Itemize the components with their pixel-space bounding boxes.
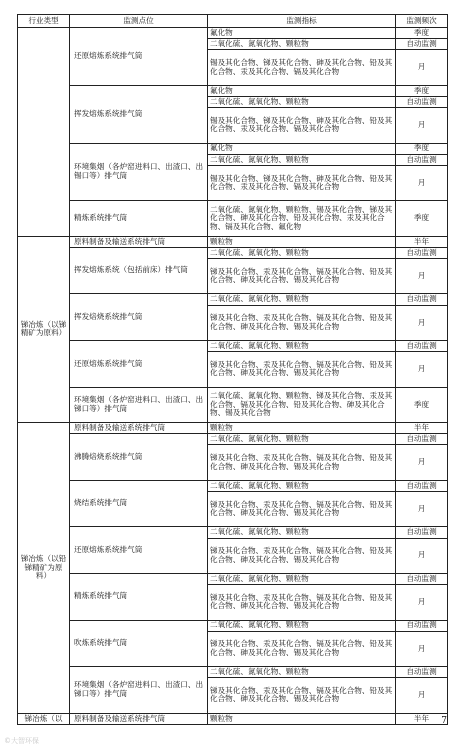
industry-type-cell: 锑冶炼（以铅锑精矿为原料） [18, 423, 70, 714]
monitoring-point-cell: 精炼系统排气筒 [70, 201, 208, 236]
monitoring-indicator-cell: 二氧化硫、氮氧化物、颗粒物 [208, 527, 396, 538]
monitoring-frequency-cell: 月 [396, 585, 448, 620]
monitoring-indicator-cell: 锑及其化合物、汞及其化合物、镉及其化合物、铅及其化合物、砷及其化合物、锡及其化合物 [208, 259, 396, 294]
monitoring-frequency-cell: 半年 [396, 236, 448, 247]
monitoring-indicator-cell: 锑及其化合物、汞及其化合物、镉及其化合物、铅及其化合物、砷及其化合物、锡及其化合物 [208, 305, 396, 340]
monitoring-frequency-cell: 半年 [396, 713, 448, 724]
table-row [18, 201, 448, 236]
monitoring-point-cell: 还原熔炼系统排气筒 [70, 28, 208, 86]
monitoring-indicator-cell: 二氧化硫、氮氧化物、颗粒物 [208, 247, 396, 258]
monitoring-frequency-cell: 季度 [396, 201, 448, 236]
header-industry: 行业类型 [18, 15, 70, 28]
monitoring-frequency-cell: 月 [396, 491, 448, 526]
monitoring-point-cell: 精炼系统排气筒 [70, 573, 208, 620]
monitoring-indicator-cell: 二氧化硫、氮氧化物、颗粒物 [208, 573, 396, 584]
monitoring-frequency-cell: 自动监测 [396, 480, 448, 491]
monitoring-indicator-cell: 二氧化硫、氮氧化物、颗粒物 [208, 39, 396, 50]
monitoring-indicator-cell: 二氧化硫、氮氧化物、颗粒物 [208, 620, 396, 631]
table-row [18, 434, 448, 445]
monitoring-indicator-cell: 二氧化硫、氮氧化物、颗粒物、锑及其化合物、汞及其化合物、镉及其化合物、铅及其化合物、砷及其化合物、锡及其化合物 [208, 387, 396, 422]
monitoring-frequency-cell: 自动监测 [396, 341, 448, 352]
monitoring-frequency-cell: 月 [396, 259, 448, 294]
monitoring-frequency-cell: 半年 [396, 423, 448, 434]
industry-type-cell: 锑冶炼（以 [18, 713, 70, 724]
monitoring-indicator-cell: 氟化物 [208, 28, 396, 39]
table-row [18, 667, 448, 678]
monitoring-frequency-cell: 自动监测 [396, 39, 448, 50]
monitoring-frequency-cell: 自动监测 [396, 247, 448, 258]
monitoring-indicator-cell: 锡及其化合物、锑及其化合物、砷及其化合物、铅及其化合物、汞及其化合物、镉及其化合物 [208, 50, 396, 85]
table-row [18, 294, 448, 305]
table-header-row [18, 15, 448, 28]
monitoring-frequency-cell: 月 [396, 305, 448, 340]
monitoring-indicator-cell: 二氧化硫、氮氧化物、颗粒物 [208, 667, 396, 678]
table-row [18, 28, 448, 39]
page-number: 7 [441, 716, 447, 726]
monitoring-point-cell: 烧结系统排气筒 [70, 480, 208, 527]
monitoring-frequency-cell: 月 [396, 538, 448, 573]
table-row [18, 85, 448, 96]
monitoring-indicator-cell: 锑及其化合物、汞及其化合物、镉及其化合物、铅及其化合物、砷及其化合物、锡及其化合物 [208, 585, 396, 620]
monitoring-indicator-cell: 锑及其化合物、汞及其化合物、镉及其化合物、铅及其化合物、砷及其化合物、锡及其化合物 [208, 538, 396, 573]
table-row [18, 573, 448, 584]
monitoring-frequency-cell: 季度 [396, 143, 448, 154]
monitoring-indicator-cell: 颗粒物 [208, 423, 396, 434]
monitoring-point-cell: 原料制备及输送系统排气筒 [70, 236, 208, 247]
monitoring-indicator-cell: 二氧化硫、氮氧化物、颗粒物 [208, 294, 396, 305]
monitoring-frequency-cell: 季度 [396, 28, 448, 39]
monitoring-indicator-cell: 锡及其化合物、锑及其化合物、砷及其化合物、铅及其化合物、汞及其化合物、镉及其化合物 [208, 165, 396, 200]
monitoring-indicator-cell: 二氧化硫、氮氧化物、颗粒物 [208, 480, 396, 491]
monitoring-frequency-cell: 自动监测 [396, 96, 448, 107]
table-row [18, 527, 448, 538]
monitoring-indicator-cell: 颗粒物 [208, 713, 396, 724]
header-indicator: 监测指标 [208, 15, 396, 28]
table-row [18, 247, 448, 258]
monitoring-frequency-cell: 月 [396, 678, 448, 713]
table-row [18, 236, 448, 247]
monitoring-indicator-cell: 二氧化硫、氮氧化物、颗粒物 [208, 341, 396, 352]
monitoring-frequency-cell: 自动监测 [396, 294, 448, 305]
industry-type-cell [18, 28, 70, 237]
monitoring-indicator-cell: 二氧化硫、氮氧化物、颗粒物 [208, 434, 396, 445]
monitoring-indicator-cell: 氟化物 [208, 85, 396, 96]
monitoring-frequency-cell: 自动监测 [396, 154, 448, 165]
header-point: 监测点位 [70, 15, 208, 28]
monitoring-indicator-cell: 锡及其化合物、锑及其化合物、砷及其化合物、铅及其化合物、汞及其化合物、镉及其化合物 [208, 108, 396, 143]
monitoring-indicator-cell: 锑及其化合物、汞及其化合物、镉及其化合物、铅及其化合物、砷及其化合物、锡及其化合物 [208, 491, 396, 526]
header-frequency: 监测频次 [396, 15, 448, 28]
table-row [18, 387, 448, 422]
monitoring-point-cell: 原料制备及输送系统排气筒 [70, 713, 208, 724]
monitoring-point-cell: 沸腾焙烧系统排气筒 [70, 434, 208, 481]
monitoring-indicator-cell: 锑及其化合物、汞及其化合物、镉及其化合物、铅及其化合物、砷及其化合物、锡及其化合物 [208, 631, 396, 666]
monitoring-indicator-cell: 颗粒物 [208, 236, 396, 247]
table-row [18, 620, 448, 631]
monitoring-point-cell: 环境集烟（各炉窑进料口、出渣口、出锑口等）排气筒 [70, 667, 208, 714]
monitoring-point-cell: 挥发熔炼系统排气筒 [70, 85, 208, 143]
monitoring-point-cell: 吹炼系统排气筒 [70, 620, 208, 667]
monitoring-frequency-cell: 月 [396, 352, 448, 387]
monitoring-frequency-cell: 月 [396, 165, 448, 200]
monitoring-frequency-cell: 月 [396, 631, 448, 666]
monitoring-frequency-cell: 季度 [396, 85, 448, 96]
watermark: ©大智环保 [4, 737, 39, 745]
monitoring-frequency-cell: 自动监测 [396, 573, 448, 584]
monitoring-point-cell: 环境集烟（各炉窑进料口、出渣口、出锑口等）排气筒 [70, 387, 208, 422]
monitoring-point-cell: 挥发焙烧系统排气筒 [70, 294, 208, 341]
monitoring-point-cell: 还原熔炼系统排气筒 [70, 527, 208, 574]
table-row [18, 143, 448, 154]
monitoring-frequency-cell: 自动监测 [396, 667, 448, 678]
monitoring-indicator-cell: 二氧化硫、氮氧化物、颗粒物 [208, 96, 396, 107]
monitoring-frequency-cell: 自动监测 [396, 527, 448, 538]
monitoring-indicator-cell: 氟化物 [208, 143, 396, 154]
table-row [18, 480, 448, 491]
table-row [18, 341, 448, 352]
monitoring-indicator-cell: 锑及其化合物、汞及其化合物、镉及其化合物、铅及其化合物、砷及其化合物、锡及其化合物 [208, 678, 396, 713]
monitoring-indicator-cell: 二氧化硫、氮氧化物、颗粒物 [208, 154, 396, 165]
industry-type-cell: 锑冶炼（以锑精矿为原料） [18, 236, 70, 422]
monitoring-frequency-cell: 自动监测 [396, 620, 448, 631]
monitoring-indicator-cell: 锑及其化合物、汞及其化合物、镉及其化合物、铅及其化合物、砷及其化合物、锡及其化合物 [208, 352, 396, 387]
monitoring-indicator-cell: 锑及其化合物、汞及其化合物、镉及其化合物、铅及其化合物、砷及其化合物、锡及其化合物 [208, 445, 396, 480]
monitoring-frequency-cell: 月 [396, 108, 448, 143]
monitoring-frequency-cell: 自动监测 [396, 434, 448, 445]
monitoring-frequency-cell: 季度 [396, 387, 448, 422]
monitoring-point-cell: 还原熔炼系统排气筒 [70, 341, 208, 388]
monitoring-point-cell: 挥发熔炼系统（包括前床）排气筒 [70, 247, 208, 294]
monitoring-table [17, 14, 448, 725]
monitoring-point-cell: 原料制备及输送系统排气筒 [70, 423, 208, 434]
monitoring-frequency-cell: 月 [396, 50, 448, 85]
table-row [18, 713, 448, 724]
monitoring-point-cell: 环境集烟（各炉窑进料口、出渣口、出锡口等）排气筒 [70, 143, 208, 201]
table-body [18, 28, 448, 725]
table-row [18, 423, 448, 434]
monitoring-indicator-cell: 二氧化硫、氮氧化物、颗粒物、锡及其化合物、锑及其化合物、砷及其化合物、铅及其化合物、汞及其化合物、镉及其化合物、氟化物 [208, 201, 396, 236]
monitoring-frequency-cell: 月 [396, 445, 448, 480]
